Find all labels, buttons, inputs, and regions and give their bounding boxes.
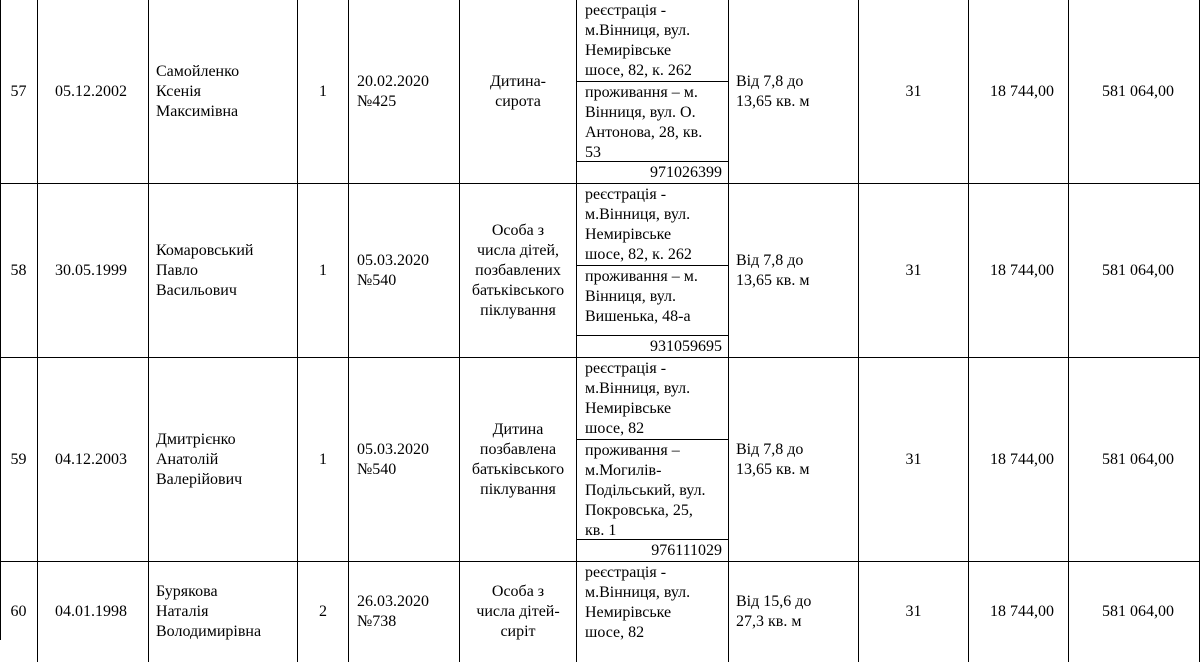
decision-date-text-line: №540 — [357, 461, 397, 478]
area-range-text-line: Від 15,6 до — [736, 593, 812, 610]
decision-date-text-line: 05.03.2020 — [357, 252, 429, 269]
area-range — [729, 562, 859, 662]
registration-text-line: Немирівське — [585, 604, 672, 621]
birth-date — [38, 0, 149, 184]
full-name-text — [149, 62, 243, 122]
category-text-line: позбавлених — [475, 262, 561, 279]
residence-text-line: Антонова, 28, кв. — [585, 124, 703, 141]
residence-text-line: Покровська, 25, — [585, 502, 693, 519]
decision-date-text-line: №425 — [357, 93, 397, 110]
row-number-text: 57 — [10, 83, 27, 100]
registration-text-line: Немирівське — [585, 400, 672, 417]
full-name-text-line: Максимівна — [156, 103, 239, 120]
category-text-line: піклування — [480, 302, 556, 319]
decision-date — [349, 358, 460, 562]
area-range-text-line: Від 7,8 до — [736, 441, 804, 458]
decision-date-text — [349, 251, 433, 291]
registration-text-line: реєстрація - — [585, 564, 667, 581]
area-range-text-line: Від 7,8 до — [736, 252, 804, 269]
residence-text-line: проживання – м. — [585, 268, 698, 285]
category — [460, 184, 577, 358]
category-text-line: позбавлена — [479, 441, 557, 458]
registration-text-line: реєстрація - — [585, 360, 667, 377]
total-amount — [1069, 0, 1200, 184]
unit-cost — [969, 562, 1069, 662]
decision-date-text — [349, 592, 433, 632]
residence-text-line: проживання – м. — [585, 84, 698, 101]
address-cell — [577, 184, 729, 358]
unit-cost — [969, 358, 1069, 562]
registration-address — [577, 358, 728, 439]
registration-text-line: Немирівське — [585, 42, 672, 59]
residence-text — [577, 441, 728, 541]
full-name-text — [149, 582, 265, 642]
area-range-text — [729, 592, 815, 632]
residence-address — [577, 266, 728, 335]
row-number-text: 59 — [10, 451, 27, 468]
category-text-line: Дитина — [492, 421, 544, 438]
full-name — [149, 0, 298, 184]
category-text-line: Особа з — [491, 222, 545, 239]
birth-date — [38, 358, 149, 562]
decision-date-text-line: 20.02.2020 — [357, 73, 429, 90]
full-name-text-line: Комаровський — [156, 242, 254, 259]
total-amount — [1069, 562, 1200, 662]
full-name-text-line: Самойленко — [156, 63, 240, 80]
category-text — [486, 72, 550, 112]
term-value — [859, 562, 969, 662]
registration-text-line: шосе, 82, к. 262 — [585, 62, 692, 79]
id-code — [577, 540, 728, 562]
birth-date-text: 30.05.1999 — [55, 262, 127, 279]
registration-text — [577, 563, 728, 643]
residence-text — [577, 267, 728, 327]
unit-cost-text: 18 744,00 — [990, 83, 1054, 100]
address-cell — [577, 562, 729, 662]
family-count — [298, 562, 349, 662]
category-text-line: батьківського — [471, 461, 565, 478]
id-code-text: 931059695 — [650, 338, 722, 355]
address-cell — [577, 0, 729, 184]
residence-address — [577, 440, 728, 539]
residence-text-line: проживання – — [585, 442, 680, 459]
area-range-text — [729, 440, 813, 480]
area-range — [729, 184, 859, 358]
area-range-text-line: 27,3 кв. м — [736, 613, 802, 630]
term-value-text: 31 — [905, 262, 922, 279]
full-name — [149, 562, 298, 662]
term-value — [859, 358, 969, 562]
birth-date-text: 04.01.1998 — [55, 603, 127, 620]
area-range-text-line: Від 7,8 до — [736, 73, 804, 90]
decision-date-text — [349, 72, 433, 112]
residence-text-line: Подільський, вул. — [585, 482, 706, 499]
residence-text-line: м.Могилів- — [585, 462, 662, 479]
registration-text — [577, 1, 728, 81]
full-name-text — [149, 430, 246, 490]
registration-text-line: шосе, 82 — [585, 624, 645, 641]
family-count-text: 1 — [319, 83, 327, 100]
decision-date — [349, 184, 460, 358]
category — [460, 358, 577, 562]
registration-text — [577, 359, 728, 439]
category-text-line: числа дітей- — [476, 603, 560, 620]
term-value-text: 31 — [905, 83, 922, 100]
id-code-text: 976111029 — [651, 542, 722, 559]
address-cell — [577, 358, 729, 562]
full-name-text-line: Бурякова — [156, 583, 218, 600]
table-row — [0, 184, 1200, 358]
family-count — [298, 184, 349, 358]
full-name-text-line: Валерійович — [156, 471, 243, 488]
decision-date-text-line: 05.03.2020 — [357, 441, 429, 458]
decision-date-text-line: 26.03.2020 — [357, 593, 429, 610]
family-count-text: 1 — [319, 262, 327, 279]
area-range-text-line: 13,65 кв. м — [736, 93, 810, 110]
full-name-text — [149, 241, 257, 301]
term-value — [859, 0, 969, 184]
total-amount — [1069, 184, 1200, 358]
row-number — [0, 0, 38, 184]
birth-date — [38, 184, 149, 358]
decision-date-text-line: №540 — [357, 272, 397, 289]
full-name-text-line: Ксенія — [156, 83, 202, 100]
birth-date — [38, 562, 149, 662]
term-value-text: 31 — [905, 451, 922, 468]
family-count — [298, 0, 349, 184]
residence-text-line: Вінниця, вул. О. — [585, 104, 696, 121]
registration-text-line: шосе, 82 — [585, 420, 645, 437]
registration-text-line: м.Вінниця, вул. — [585, 22, 691, 39]
full-name — [149, 358, 298, 562]
registration-text-line: шосе, 82, к. 262 — [585, 246, 692, 263]
term-value — [859, 184, 969, 358]
total-amount-text: 581 064,00 — [1102, 451, 1174, 468]
residence-text-line: 53 — [585, 144, 601, 161]
category-text-line: Дитина- — [489, 73, 547, 90]
full-name-text-line: Наталія — [156, 603, 209, 620]
unit-cost — [969, 184, 1069, 358]
decision-date — [349, 562, 460, 662]
total-amount-text: 581 064,00 — [1102, 262, 1174, 279]
category-text — [472, 582, 563, 642]
registration-text-line: реєстрація - — [585, 2, 667, 19]
area-range-text-line: 13,65 кв. м — [736, 461, 810, 478]
area-range — [729, 0, 859, 184]
area-range — [729, 358, 859, 562]
unit-cost-text: 18 744,00 — [990, 603, 1054, 620]
family-count-text: 1 — [319, 451, 327, 468]
decision-date-text-line: №738 — [357, 613, 397, 630]
category-text-line: Особа з — [491, 583, 545, 600]
decision-date — [349, 0, 460, 184]
full-name-text-line: Володимирівна — [156, 623, 262, 640]
area-range-text — [729, 72, 813, 112]
registration-address — [577, 562, 728, 662]
category-text — [468, 420, 568, 500]
row-number — [0, 184, 38, 358]
registration-text-line: реєстрація - — [585, 186, 667, 203]
total-amount-text: 581 064,00 — [1102, 603, 1174, 620]
family-count-text: 2 — [319, 603, 327, 620]
full-name-text-line: Дмитрієнко — [156, 431, 236, 448]
birth-date-text: 04.12.2003 — [55, 451, 127, 468]
residence-text-line: кв. 1 — [585, 522, 617, 539]
residence-address — [577, 82, 728, 161]
row-number — [0, 562, 38, 662]
full-name — [149, 184, 298, 358]
full-name-text-line: Васильович — [156, 282, 237, 299]
decision-date-text — [349, 440, 433, 480]
area-range-text — [729, 251, 813, 291]
table-row — [0, 562, 1200, 662]
total-amount-text: 581 064,00 — [1102, 83, 1174, 100]
residence-text — [577, 83, 728, 163]
registration-text-line: Немирівське — [585, 226, 672, 243]
total-amount — [1069, 358, 1200, 562]
table-row — [0, 358, 1200, 562]
row-number-text: 58 — [10, 262, 27, 279]
registration-text-line: м.Вінниця, вул. — [585, 380, 691, 397]
birth-date-text: 05.12.2002 — [55, 83, 127, 100]
registration-address — [577, 184, 728, 265]
registration-address — [577, 0, 728, 81]
full-name-text-line: Анатолій — [156, 451, 219, 468]
id-code — [577, 336, 728, 358]
unit-cost-text: 18 744,00 — [990, 451, 1054, 468]
registration-text — [577, 185, 728, 265]
category-text-line: сирота — [495, 93, 541, 110]
table-row — [0, 0, 1200, 184]
registration-text-line: м.Вінниця, вул. — [585, 584, 691, 601]
unit-cost-text: 18 744,00 — [990, 262, 1054, 279]
category-text — [468, 221, 568, 321]
unit-cost — [969, 0, 1069, 184]
row-number-text: 60 — [10, 603, 27, 620]
residence-text-line: Вишенька, 48-а — [585, 308, 691, 325]
family-count — [298, 358, 349, 562]
category-text-line: числа дітей, — [476, 242, 560, 259]
term-value-text: 31 — [905, 603, 922, 620]
registration-text-line: м.Вінниця, вул. — [585, 206, 691, 223]
area-range-text-line: 13,65 кв. м — [736, 272, 810, 289]
row-number — [0, 358, 38, 562]
category-text-line: сиріт — [500, 623, 536, 640]
category — [460, 562, 577, 662]
category — [460, 0, 577, 184]
category-text-line: батьківського — [471, 282, 565, 299]
category-text-line: піклування — [480, 481, 556, 498]
id-code-text: 971026399 — [650, 164, 722, 181]
residence-text-line: Вінниця, вул. — [585, 288, 677, 305]
full-name-text-line: Павло — [156, 262, 198, 279]
id-code — [577, 162, 728, 184]
